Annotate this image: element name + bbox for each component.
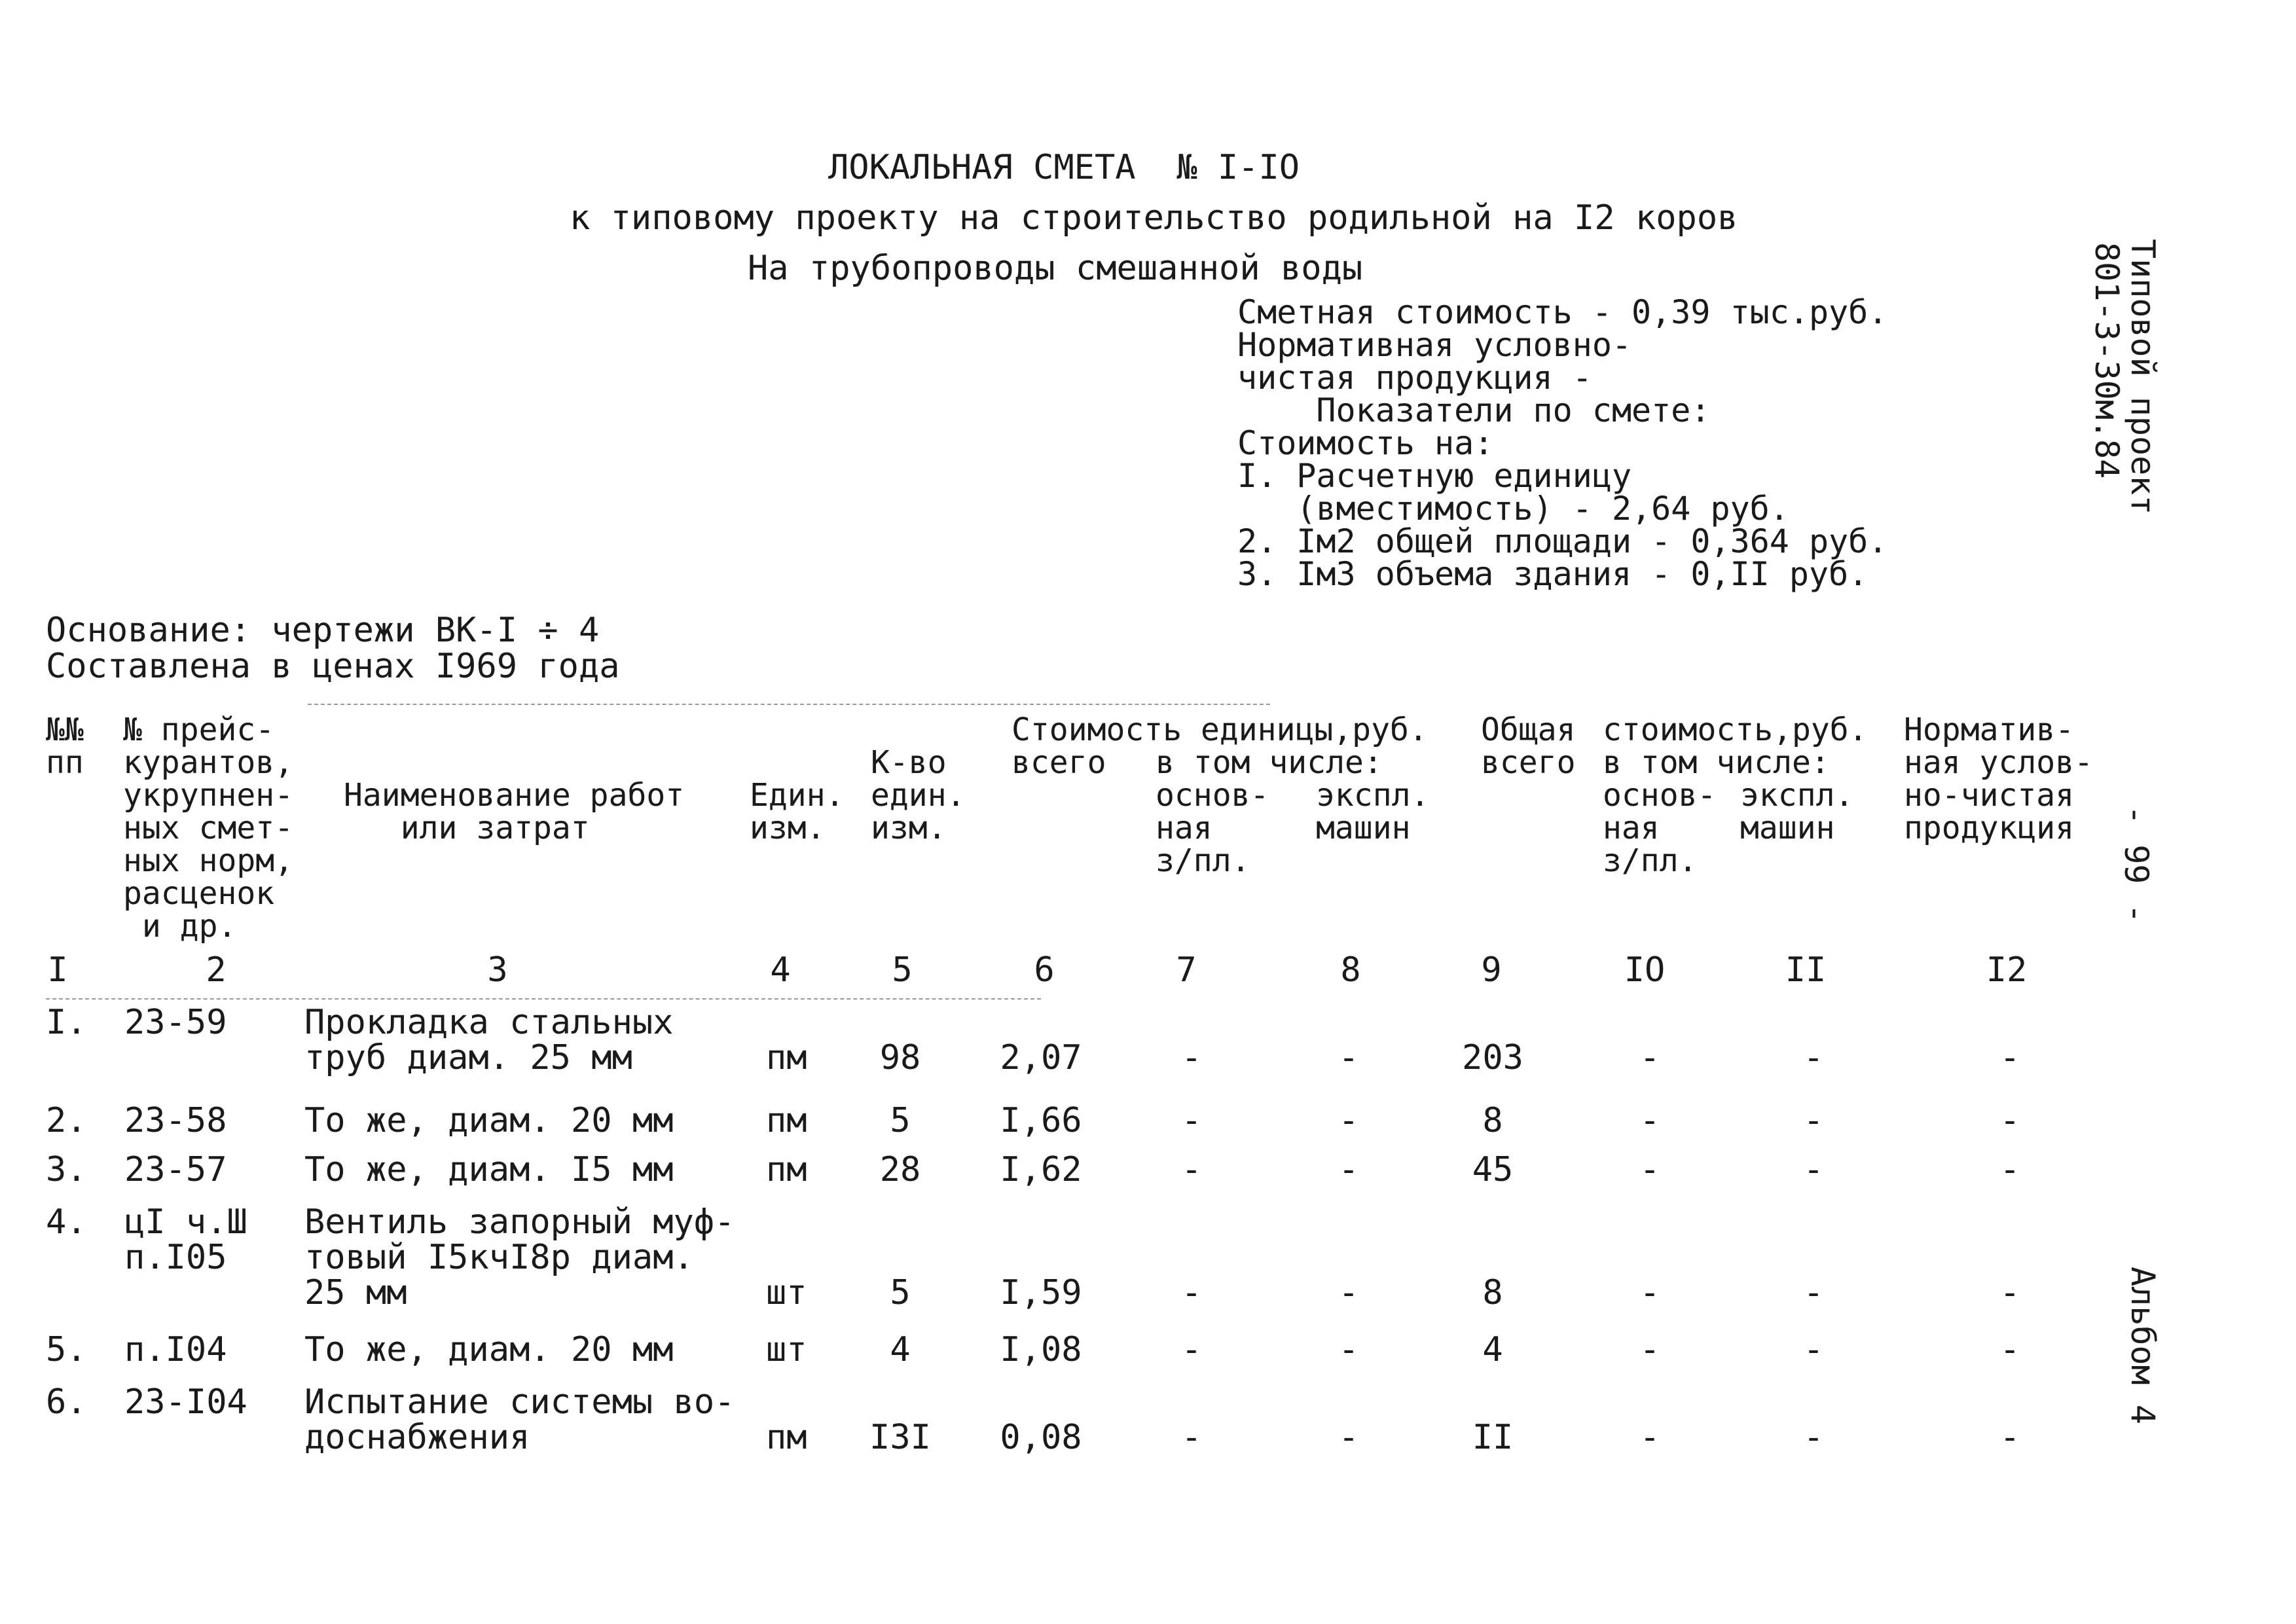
header-col-unit: Един. изм. <box>750 777 845 846</box>
row-unit-price: 0,08 <box>1000 1418 1082 1457</box>
basis-line: Основание: чертежи ВК-I ÷ 4 <box>46 611 600 650</box>
row-total-wages: - <box>1639 1038 1660 1077</box>
header-col-pricelist: № прейс- курантов, укрупнен- ных смет- ных норм, расценок и др. <box>123 712 294 945</box>
row-machines: - <box>1338 1418 1359 1457</box>
row-quantity: 5 <box>890 1273 911 1312</box>
column-number: 8 <box>1340 950 1361 990</box>
side-project-label: Типовой проект <box>2124 239 2162 515</box>
header-group-total-cost: стоимость,руб. <box>1603 712 1868 748</box>
row-wages: - <box>1181 1150 1202 1189</box>
row-total-machines: - <box>1803 1101 1824 1140</box>
column-number: 6 <box>1034 950 1055 990</box>
side-project-code: 801-3-30м.84 <box>2088 242 2126 479</box>
column-number: 7 <box>1176 950 1197 990</box>
row-work-name: Прокладка стальных труб диам. 25 мм <box>304 1003 674 1077</box>
header-col-number: №№ пп <box>46 712 84 781</box>
row-machines: - <box>1338 1330 1359 1369</box>
row-unit: пм <box>766 1418 807 1457</box>
row-machines: - <box>1338 1038 1359 1077</box>
summary-line: чистая продукция - <box>1237 359 1592 397</box>
row-number: I. <box>46 1003 87 1042</box>
summary-line: (вместимость) - 2,64 руб. <box>1237 490 1789 528</box>
row-quantity: 5 <box>890 1101 911 1140</box>
column-number: IO <box>1624 950 1666 990</box>
summary-line: Стоимость на: <box>1237 424 1494 462</box>
row-total-wages: - <box>1639 1101 1660 1140</box>
row-number: 2. <box>46 1101 87 1140</box>
summary-line: 2. Iм2 общей площади - 0,364 руб. <box>1237 522 1888 560</box>
row-machines: - <box>1338 1273 1359 1312</box>
row-total: 4 <box>1482 1330 1503 1369</box>
row-total: 8 <box>1482 1101 1503 1140</box>
row-machines: - <box>1338 1101 1359 1140</box>
summary-line: I. Расчетную единицу <box>1237 457 1632 495</box>
row-wages: - <box>1181 1101 1202 1140</box>
row-unit-price: 2,07 <box>1000 1038 1082 1077</box>
row-unit: пм <box>766 1101 807 1140</box>
prices-year-line: Составлена в ценах I969 года <box>46 647 620 686</box>
column-number: 3 <box>487 950 508 990</box>
column-number: 4 <box>770 950 791 990</box>
summary-line: Нормативная условно- <box>1237 326 1632 364</box>
row-net-product: - <box>1999 1038 2020 1077</box>
row-number: 4. <box>46 1202 87 1242</box>
row-unit-price: I,66 <box>1000 1101 1082 1140</box>
header-col-unit-total: всего <box>1011 744 1106 781</box>
row-work-name: Испытание системы во- доснабжения <box>304 1382 735 1457</box>
row-total-machines: - <box>1803 1418 1824 1457</box>
row-total-wages: - <box>1639 1273 1660 1312</box>
row-pricelist-code: 23-I04 <box>124 1382 247 1422</box>
row-total-machines: - <box>1803 1273 1824 1312</box>
row-total-wages: - <box>1639 1418 1660 1457</box>
row-work-name: Вентиль запорный муф- товый I5кчI8р диам. 25 мм <box>304 1202 735 1312</box>
summary-line: Показатели по смете: <box>1237 391 1711 429</box>
row-wages: - <box>1181 1418 1202 1457</box>
row-unit-price: I,62 <box>1000 1150 1082 1189</box>
column-number: II <box>1785 950 1827 990</box>
row-unit: шт <box>766 1330 807 1369</box>
header-group-total-incl: в том числе: <box>1603 744 1830 781</box>
album-label: Альбом 4 <box>2124 1267 2162 1424</box>
column-number: 5 <box>892 950 913 990</box>
row-total: II <box>1472 1418 1514 1457</box>
column-number: I <box>47 950 68 990</box>
row-net-product: - <box>1999 1273 2020 1312</box>
header-col-total: Общая всего <box>1481 712 1576 781</box>
row-pricelist-code: п.I04 <box>124 1330 227 1369</box>
row-total-wages: - <box>1639 1330 1660 1369</box>
row-wages: - <box>1181 1038 1202 1077</box>
header-group-unit-cost: Стоимость единицы,руб. <box>1011 712 1428 748</box>
row-total: 45 <box>1472 1150 1514 1189</box>
summary-block <box>1237 293 1888 593</box>
row-total: 203 <box>1462 1038 1523 1077</box>
row-work-name: То же, диам. 20 мм <box>304 1330 674 1369</box>
header-col-qty: К-во един. изм. <box>871 744 966 846</box>
column-number: 2 <box>206 950 227 990</box>
row-unit: пм <box>766 1150 807 1189</box>
header-col-wages: основ- ная з/пл. <box>1156 777 1269 879</box>
column-number: 9 <box>1481 950 1502 990</box>
row-net-product: - <box>1999 1150 2020 1189</box>
header-col-total-machines: экспл. машин <box>1740 777 1854 846</box>
header-col-total-wages: основ- ная з/пл. <box>1603 777 1717 879</box>
header-col-machines: экспл. машин <box>1316 777 1430 846</box>
row-quantity: I3I <box>869 1418 931 1457</box>
document-subtitle: к типовому проекту на строительство родильной на I2 коров <box>570 198 1738 238</box>
header-top-rule <box>308 704 1270 705</box>
row-net-product: - <box>1999 1330 2020 1369</box>
row-machines: - <box>1338 1150 1359 1189</box>
row-wages: - <box>1181 1273 1202 1312</box>
row-number: 3. <box>46 1150 87 1189</box>
row-total-machines: - <box>1803 1330 1824 1369</box>
header-col-name: Наименование работ или затрат <box>344 777 685 846</box>
column-number: I2 <box>1986 950 2028 990</box>
row-work-name: То же, диам. I5 мм <box>304 1150 674 1189</box>
summary-line: Сметная стоимость - 0,39 тыс.руб. <box>1237 293 1888 331</box>
row-pricelist-code: 23-58 <box>124 1101 227 1140</box>
row-quantity: 28 <box>879 1150 921 1189</box>
row-pricelist-code: 23-59 <box>124 1003 227 1042</box>
row-total-wages: - <box>1639 1150 1660 1189</box>
row-unit-price: I,08 <box>1000 1330 1082 1369</box>
row-total-machines: - <box>1803 1150 1824 1189</box>
row-unit-price: I,59 <box>1000 1273 1082 1312</box>
header-col-net-product: Норматив- ная услов- но-чистая продукция <box>1904 712 2093 846</box>
row-unit: шт <box>766 1273 807 1312</box>
row-total: 8 <box>1482 1273 1503 1312</box>
document-section: На трубопроводы смешанной воды <box>748 249 1363 288</box>
row-quantity: 4 <box>890 1330 911 1369</box>
row-total-machines: - <box>1803 1038 1824 1077</box>
row-net-product: - <box>1999 1101 2020 1140</box>
summary-line: 3. Iм3 объема здания - 0,II руб. <box>1237 555 1868 593</box>
page-number: - 99 - <box>2117 805 2155 924</box>
document-title: ЛОКАЛЬНАЯ СМЕТА № I-IO <box>828 148 1300 187</box>
row-work-name: То же, диам. 20 мм <box>304 1101 674 1140</box>
row-net-product: - <box>1999 1418 2020 1457</box>
row-quantity: 98 <box>879 1038 921 1077</box>
header-group-incl: в том числе: <box>1156 744 1383 781</box>
header-bottom-rule <box>46 998 1041 1000</box>
row-number: 6. <box>46 1382 87 1422</box>
row-unit: пм <box>766 1038 807 1077</box>
row-number: 5. <box>46 1330 87 1369</box>
row-wages: - <box>1181 1330 1202 1369</box>
row-pricelist-code: 23-57 <box>124 1150 227 1189</box>
row-pricelist-code: цI ч.Ш п.I05 <box>124 1202 247 1277</box>
